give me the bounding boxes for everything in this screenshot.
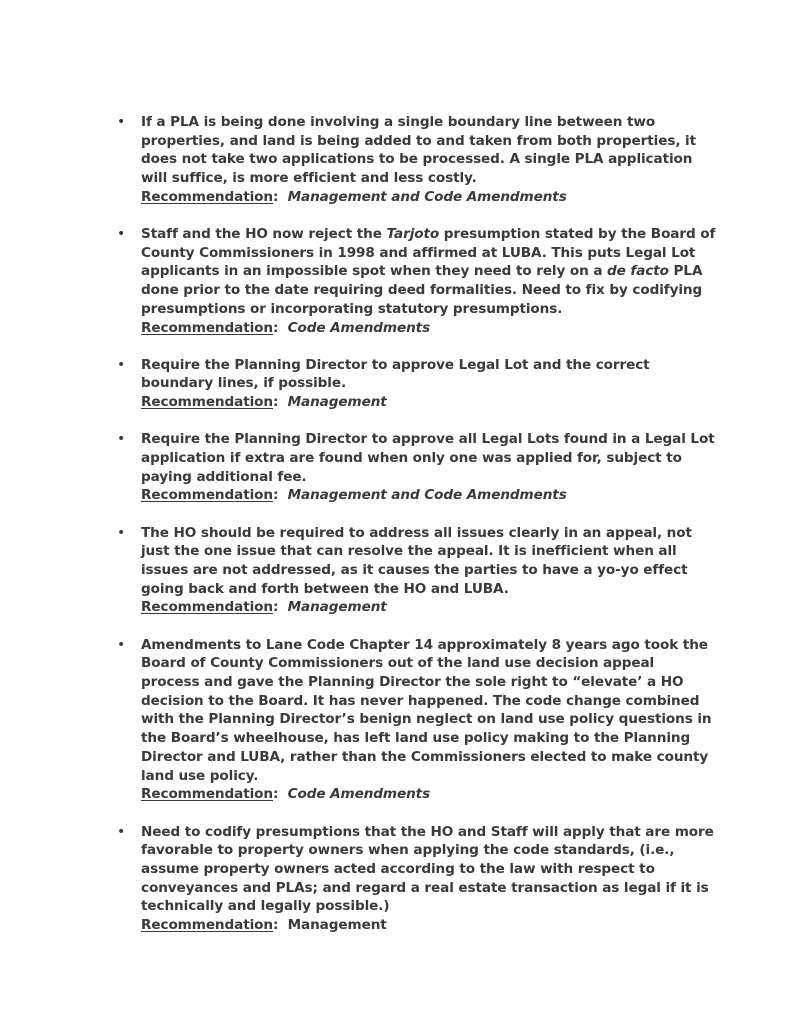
recommendation-label: Recommendation	[141, 188, 273, 205]
list-item	[117, 113, 717, 207]
item-text: The HO should be required to address all issues clearly in an appeal, not just the one issue that can resolve the appeal. It is inefficient when all issues are not addressed, as it causes the parties to have a yo-yo effect going back and forth between the HO and LUBA.	[141, 524, 692, 597]
bullet-icon: •	[117, 431, 126, 448]
recommendation-value: Management and Code Amendments	[287, 487, 567, 504]
bullet-icon: •	[117, 114, 126, 130]
item-text: Need to codify presumptions that the HO and Staff will apply that are more favorable to property owners when applying the code standards, (i.e., assume property owners acted according to the law with respect to conveyances and PLAs; and regard a real estate transaction as legal if it is technically and legally possible.)	[141, 823, 714, 915]
recommendation-value: Management	[287, 599, 387, 616]
list-item	[117, 356, 717, 412]
recommendation-label: Recommendation	[141, 319, 273, 336]
recommendation-label: Recommendation	[141, 917, 273, 934]
recommendation-line: Recommendation: Code Amendments	[141, 786, 431, 803]
item-text: Require the Planning Director to approve all Legal Lots found in a Legal Lot application if extra are found when only one was applied for, subject to paying additional fee.	[141, 431, 715, 485]
recommendation-value: Management	[287, 917, 387, 934]
latin-term-italic: de facto	[607, 263, 669, 280]
list-item	[117, 225, 717, 337]
recommendation-value: Code Amendments	[287, 319, 431, 336]
recommendation-line: Recommendation: Management and Code Amendments	[141, 188, 567, 205]
list-item	[117, 524, 717, 618]
recommendations-list	[117, 113, 717, 953]
list-item	[117, 823, 717, 935]
recommendation-label: Recommendation	[141, 394, 273, 411]
recommendation-line: Recommendation: Management	[141, 917, 387, 934]
bullet-icon: •	[117, 226, 126, 243]
case-name-italic: Tarjoto	[386, 226, 440, 243]
list-item	[117, 430, 717, 505]
item-text: Staff and the HO now reject the Tarjoto presumption stated by the Board of County Commissioners in 1998 and affirmed at LUBA. This puts Legal Lot applicants in an impossible spot when they need to rely on a de facto PLA done prior to the date requiring deed formalities. Need to fix by codifying presumptions or incorporating statutory presumptions.	[141, 226, 716, 317]
recommendation-line: Recommendation: Management	[141, 599, 387, 616]
item-text: Require the Planning Director to approve Legal Lot and the correct boundary lines, if possible.	[141, 356, 650, 392]
recommendation-value: Management	[287, 394, 387, 411]
recommendation-label: Recommendation	[141, 487, 273, 504]
recommendation-value: Management and Code Amendments	[287, 188, 567, 205]
bullet-icon: •	[117, 823, 126, 840]
bullet-icon: •	[117, 636, 126, 653]
recommendation-label: Recommendation	[141, 786, 273, 803]
recommendation-label: Recommendation	[141, 599, 273, 616]
list-item	[117, 636, 717, 804]
recommendation-line: Recommendation: Management	[141, 394, 387, 411]
item-text: Amendments to Lane Code Chapter 14 approximately 8 years ago took the Board of County Commissioners out of the land use decision appeal process and gave the Planning Director the sole right to “elevate’ a HO decision to the Board. It has never happened. The code change combined with the Planning Director’s benign neglect on land use policy questions in the Board’s wheelhouse, has left land use policy making to the Planning Director and LUBA, rather than the Commissioners elected to make county land use policy.	[141, 636, 712, 784]
recommendation-line: Recommendation: Management and Code Amendments	[141, 487, 567, 504]
item-text: If a PLA is being done involving a single boundary line between two properties, and land is being added to and taken from both properties, it does not take two applications to be processed. A single PLA application will suffice, is more efficient and less costly.	[141, 114, 696, 187]
bullet-icon: •	[117, 356, 126, 373]
recommendation-value: Code Amendments	[287, 786, 431, 803]
bullet-icon: •	[117, 524, 126, 541]
recommendation-line: Recommendation: Code Amendments	[141, 319, 431, 336]
